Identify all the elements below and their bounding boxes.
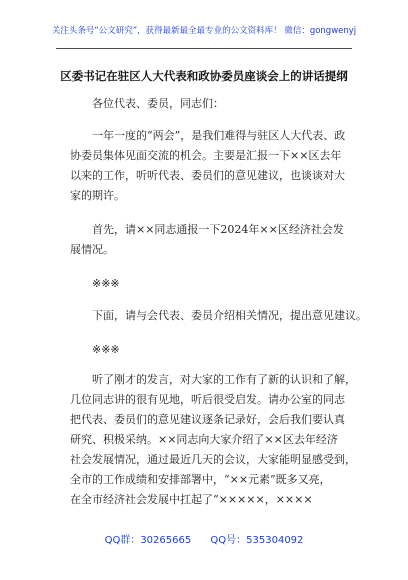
paragraph-line: 把代表、委员们的意见建议逐条记录好，会后我们要认真 [70,413,345,426]
promo-banner: 关注头条号“公文研究”，获得最新最全最专业的公文资料库！ 微信：gongwenyj [51,26,357,36]
qq-number-text: QQ号：535304092 [210,535,304,546]
paragraph-line: 协委员集体见面交流的机会。主要是汇报一下××区去年 [70,149,342,162]
paragraph-line: 听了刚才的发言，对大家的工作有了新的认识和了解， [92,373,356,386]
paragraph-line: 家的期许。 [70,189,125,202]
footer-contacts [0,531,408,546]
paragraph-1 [70,126,346,206]
separator-text: ※※※ [92,277,120,290]
qq-group-text: QQ群：30265665 [104,535,192,546]
separator-text: ※※※ [92,343,120,356]
paragraph-3 [70,306,367,326]
paragraph-2 [70,220,344,260]
paragraph-line: 以来的工作，听听代表、委员们的意见建议，也谈谈对大 [70,169,345,182]
document-title: 区委书记在驻区人大代表和政协委员座谈会上的讲话提纲 [60,69,348,83]
paragraph-line: 一年一度的“两会”，是我们难得与驻区人大代表、政 [92,129,346,142]
paragraph-line: 社会发展情况，通过最近几天的会议，大家能明显感受到， [70,453,356,466]
paragraph-line: 研究、积极采纳。××同志向大家介绍了××区去年经济 [70,433,338,446]
paragraph-line: 几位同志讲的很有见地，听后很受启发。请办公室的同志 [70,393,345,406]
separator-2 [70,340,340,360]
paragraph-line: 首先，请××同志通报一下2024年××区经济社会发 [92,223,344,236]
paragraph-line: 展情况。 [70,243,114,256]
paragraph-line: 全市的工作成绩和安排部署中，“××元素”既多又亮， [70,473,331,486]
paragraph-4 [70,370,356,510]
paragraph-line: 下面，请与会代表、委员介绍相关情况，提出意见建议。 [92,309,367,322]
separator-1 [70,274,340,294]
greeting-text: 各位代表、委员，同志们： [92,97,224,110]
header-divider [56,48,352,49]
paragraph-line: 在全市经济社会发展中扛起了“×××××，×××× [70,493,313,506]
greeting [70,94,340,114]
